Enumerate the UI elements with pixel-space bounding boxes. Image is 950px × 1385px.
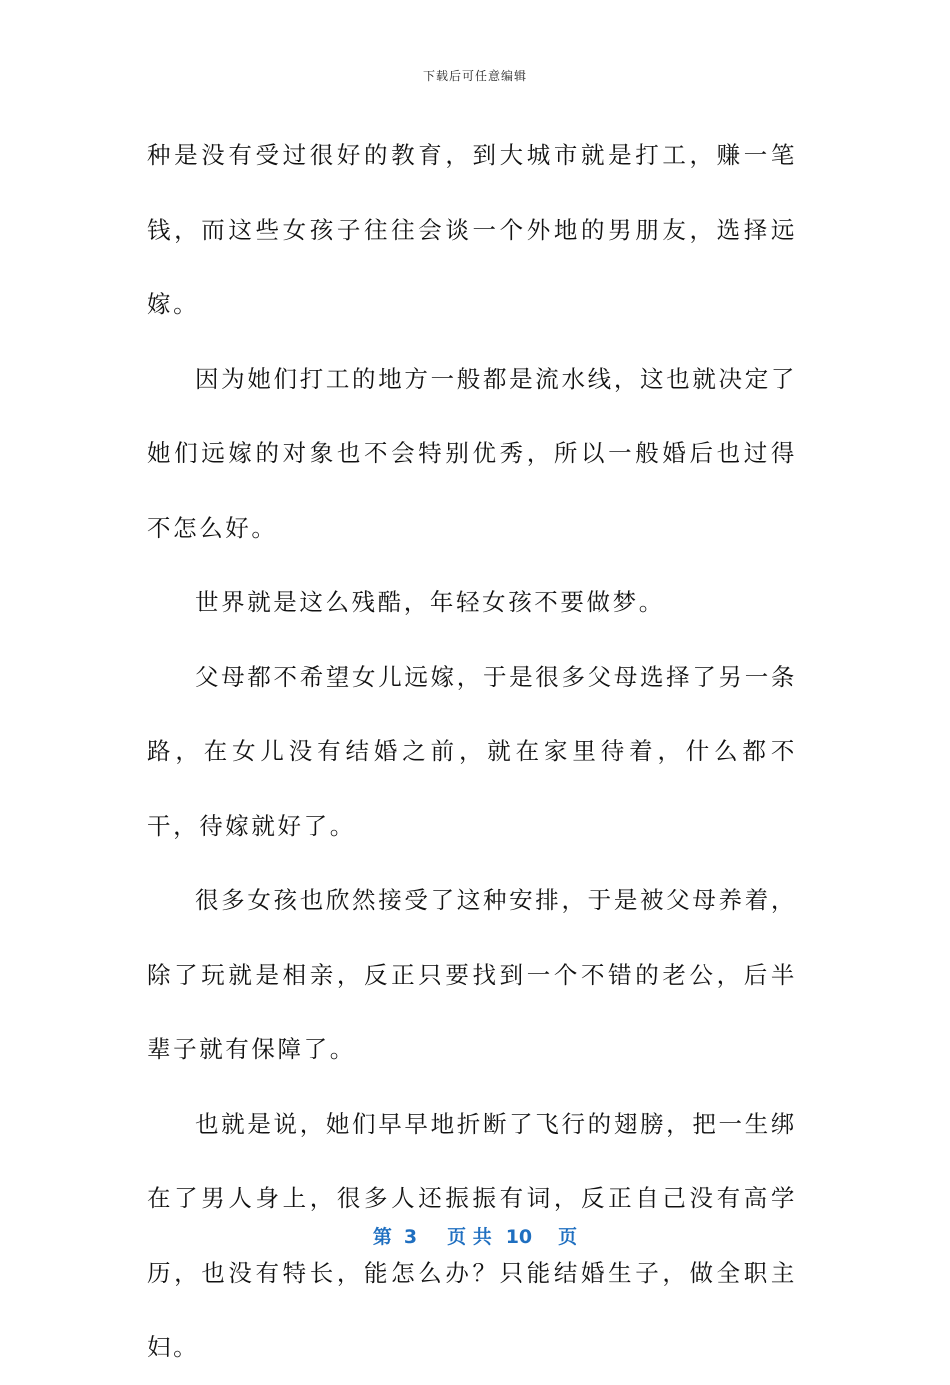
- page-footer: [0, 1222, 950, 1249]
- paragraph-4: 父母都不希望女儿远嫁，于是很多父母选择了另一条路，在女儿没有结婚之前，就在家里待着，什么都不干，待嫁就好了。: [147, 662, 797, 840]
- header-note: 下载后可任意编辑: [422, 69, 527, 83]
- current-page-number: 3: [403, 1226, 418, 1248]
- footer-prefix: 第: [372, 1226, 392, 1248]
- paragraph-3: 世界就是这么残酷，年轻女孩不要做梦。: [195, 588, 665, 616]
- document-body: [147, 118, 797, 1385]
- paragraph-6: 也就是说，她们早早地折断了飞行的翅膀，把一生绑在了男人身上，很多人还振振有词，反正自己没有高学历，也没有特长，能怎么办？只能结婚生子，做全职主妇。: [147, 1109, 797, 1361]
- footer-suffix: 页: [558, 1226, 578, 1248]
- paragraph-1: 种是没有受过很好的教育，到大城市就是打工，赚一笔钱，而这些女孩子往往会谈一个外地的男朋友，选择远嫁。: [147, 141, 797, 318]
- total-pages-number: 10: [505, 1226, 533, 1248]
- paragraph-2: 因为她们打工的地方一般都是流水线，这也就决定了她们远嫁的对象也不会特别优秀，所以一般婚后也过得不怎么好。: [147, 364, 797, 542]
- footer-middle: 页 共: [447, 1226, 492, 1248]
- paragraph-5: 很多女孩也欣然接受了这种安排，于是被父母养着，除了玩就是相亲，反正只要找到一个不错的老公，后半辈子就有保障了。: [147, 886, 797, 1063]
